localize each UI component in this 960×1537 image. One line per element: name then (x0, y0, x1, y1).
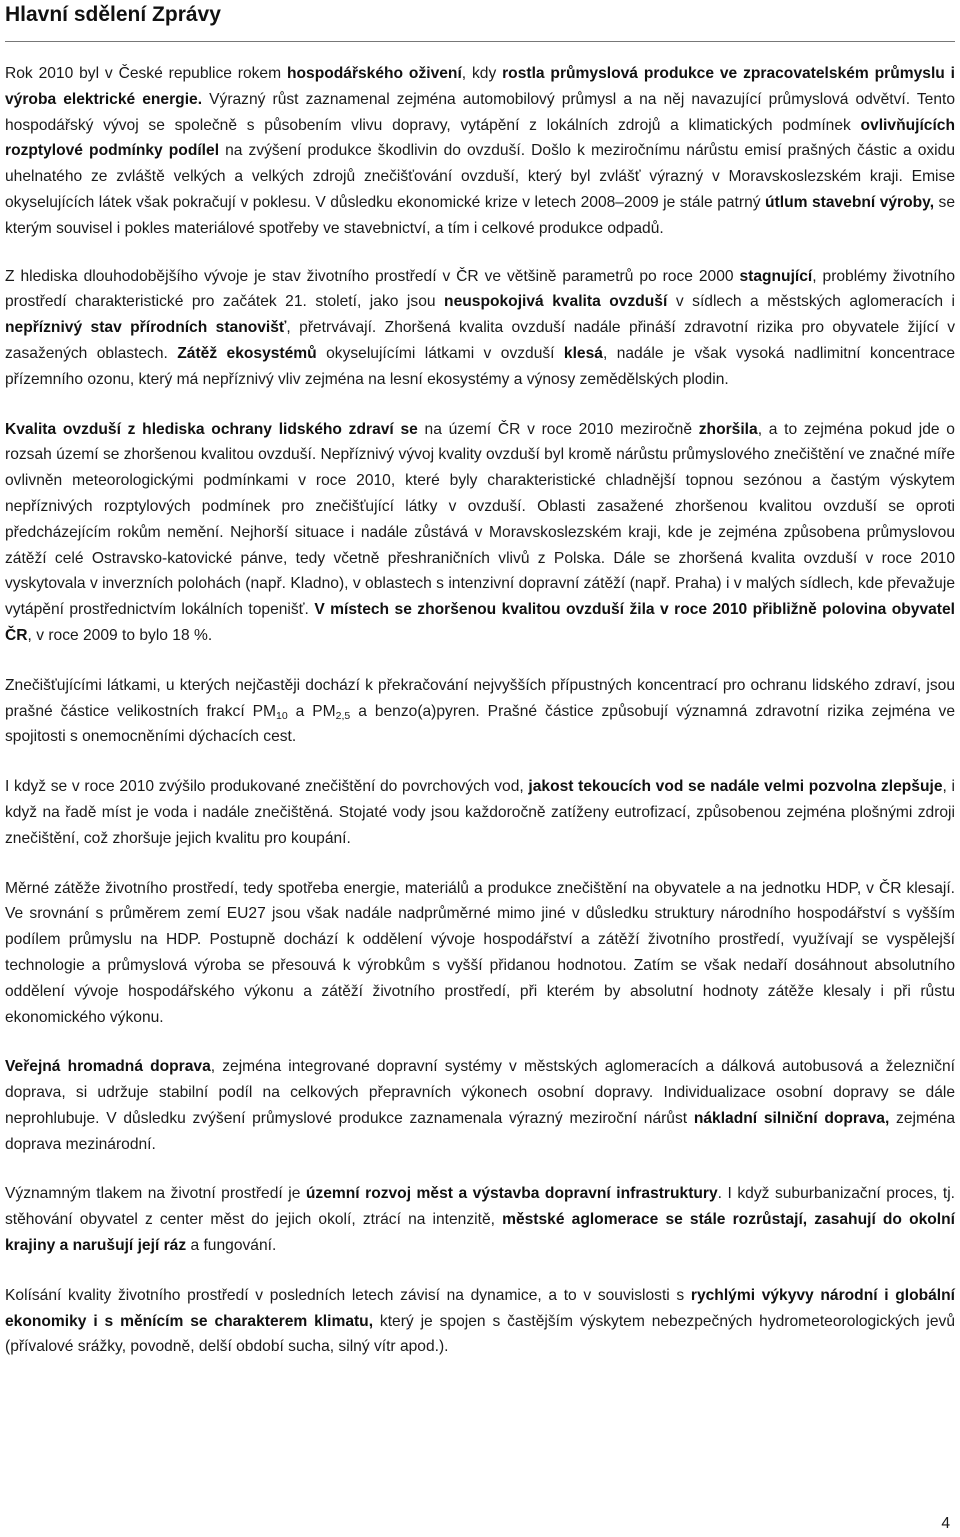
document-page (5, 0, 955, 1537)
body-text: zejména doprava mezinárodní. (5, 1109, 955, 1153)
body-text: , v roce 2009 to bylo 18 %. (27, 626, 213, 644)
heading-divider (5, 41, 955, 42)
body-text: se kterým souvisel i pokles materiálové spotřeby ve stavebnictví, a tím i celkové produkce odpadů. (5, 193, 955, 237)
emphasis-text: městské aglomerace se stále rozrůstají, zasahují do okolní krajiny a narušují její ráz (5, 1211, 955, 1255)
body-text: , nadále je však vysoká nadlimitní koncentrace přízemního ozonu, který má nepříznivý vliv zejména na lesní ekosystémy a výnosy zemědělských plodin. (5, 344, 955, 388)
body-text: a PM (287, 702, 336, 720)
page-number: 4 (941, 1515, 950, 1532)
body-text: okyselujícími látkami v ovzduší (316, 344, 564, 362)
body-text: , a to zejména pokud jde o rozsah území se zhoršenou kvalitou ovzduší. Nepříznivý vývoj kvality ovzduší byl kromě nárůstu průmyslového znečištění ve značné míře ovlivněn meteorologickými podmínkami v roce 2010, které byly charakteristické chladnější topnou sezónou a častým výskytem nepříznivých rozptylových podmínek pro znečišťující látky v ovzduší. Oblasti zasažené zhoršenou kvalitou ovzduší se oproti předcházejícím rokům nemění. Nejhorší situace i nadále zůstává v Moravskoslezském kraji, kde je zejména způsobena průmyslovou zátěží celé Ostravsko-katovické pánve, tedy včetně přeshraničních vlivů z Polska. Dále se zhoršená kvalita ovzduší v roce 2010 vyskytovala v inverzních polohách (např. Kladno), v oblastech s intenzivní dopravní zátěží (např. Praha) i v malých sídlech, kde převažuje vytápění prostřednictvím lokálních topenišť. (5, 420, 955, 619)
body-text: v sídlech a městských aglomeracích i (667, 293, 955, 311)
body-text: a fungování. (186, 1237, 277, 1255)
emphasis-text: hospodářského oživení (286, 65, 462, 82)
emphasis-text: nepříznivý stav přírodních stanovišť (5, 319, 287, 337)
body-text: , kdy (461, 65, 503, 82)
subscript-text: 2,5 (335, 709, 351, 722)
paragraph-pollutants (5, 673, 955, 750)
body-text: Z hlediska dlouhodobějšího vývoje je stav životního prostředí v ČR ve většině parametrů po roce 2000 (5, 267, 740, 285)
body-text: Znečišťujícími látkami, u kterých nejčastěji dochází k překračování nejvyšších přípustných koncentrací pro ochranu lidského zdraví, jsou prašné částice velikostních frakcí PM (5, 676, 955, 720)
body-text: na území ČR v roce 2010 meziročně (417, 420, 699, 438)
emphasis-text: rostla průmyslová produkce ve zpracovatelském průmyslu i výroba elektrické energie. (5, 65, 955, 108)
paragraph-water-quality (5, 774, 955, 851)
body-text: I když se v roce 2010 zvýšilo produkované znečištění do povrchových vod, (5, 778, 529, 796)
body-text: Významným tlakem na životní prostředí je (5, 1185, 306, 1203)
emphasis-text: V místech se zhoršenou kvalitou ovzduší žila v roce 2010 přibližně polovina obyvatel ČR (5, 601, 955, 644)
emphasis-text: klesá (563, 344, 603, 362)
body-text: na zvýšení produkce škodlivin do ovzduší. Došlo k meziročnímu nárůstu emisí prašných částic a oxidu uhelnatého ze zvláště velkých a velkých zdrojů znečišťování ovzduší, který byl zvlášť výrazný v Moravskoslezském kraji. Emise okyselujících látek však pokračují v poklesu. V důsledku ekonomické krize v letech 2008–2009 je stále patrný (5, 142, 955, 211)
emphasis-text: Kvalita ovzduší z hlediska ochrany lidského zdraví se (5, 420, 418, 438)
body-text: Měrné zátěže životního prostředí, tedy spotřeba energie, materiálů a produkce znečištění na obyvatele a na jednotku HDP, v ČR klesají. Ve srovnání s průměrem zemí EU27 jsou však nadále nadprůměrné mimo jiné v důsledku struktury národního hospodářství s vyšším podílem průmyslu na HDP. Postupně dochází k oddělení vývoje hospodářství a zátěží životního prostředí, využívají se vyspělejší technologie a průmyslová výroba se přesouvá k výrobkům s vyšší přidanou hodnotou. Zatím se však nedaří dosáhnout absolutního oddělení vývoje hospodářského výkonu a zátěží životního prostředí, při kterém by absolutní hodnoty zátěže klesaly i při růstu ekonomického výkonu. (5, 879, 955, 1026)
paragraph-urban-development (5, 1181, 955, 1258)
emphasis-text: zhoršila (698, 420, 758, 438)
emphasis-text: ovlivňujících rozptylové podmínky podílel (5, 116, 955, 160)
body-text: který je spojen s častějším výskytem nebezpečných hydrometeorologických jevů (přívalové srážky, povodně, delší období sucha, silný vítr apod.). (5, 1312, 955, 1356)
subscript-text: 10 (276, 709, 288, 722)
body-text: Kolísání kvality životního prostředí v posledních letech závisí na dynamice, a to v souvislosti s (5, 1286, 691, 1304)
body-text: . I když suburbanizační proces, tj. stěhování obyvatel z center měst do jejich okolí, ztrácí na intenzitě, (5, 1185, 955, 1229)
body-text: Výrazný růst zaznamenal zejména automobilový průmysl a na něj navazující průmyslová odvětví. Tento hospodářský vývoj se společně s působením vlivu dopravy, vytápění z lokálních zdrojů a klimatických podmínek (5, 90, 955, 134)
body-text: , problémy životního prostředí charakteristické pro začátek 21. století, jako jsou (5, 267, 955, 311)
emphasis-text: nákladní silniční doprava, (693, 1109, 890, 1127)
emphasis-text: útlum stavební výroby, (765, 193, 935, 211)
paragraph-economy (5, 61, 955, 242)
body-text: , zejména integrované dopravní systémy v městských aglomeracích a dálková autobusová a železniční doprava, si udržuje stabilní podíl na celkových přepravních výkonech osobní dopravy. Individualizace osobní dopravy se dále neprohlubuje. V důsledku zvýšení průmyslové produkce zaznamenala výrazný meziroční nárůst (5, 1058, 955, 1127)
emphasis-text: rychlými výkyvy národní i globální ekonomiky i s měnícím se charakterem klimatu, (5, 1286, 955, 1330)
body-text: , přetrvávají. Zhoršená kvalita ovzduší nadále přináší zdravotní rizika pro obyvatele žijící v zasažených oblastech. (5, 319, 955, 362)
body-text: Rok 2010 byl v České republice rokem (5, 65, 287, 82)
paragraph-transport (5, 1054, 955, 1157)
body-text: , i když na řadě míst je voda i nadále znečištěná. Stojaté vody jsou každoročně zatíženy eutrofizací, způsobenou zejména plošnými zdroji znečištění, což zhoršuje jejich kvalitu pro koupání. (5, 778, 955, 847)
paragraph-air-quality (5, 417, 955, 649)
emphasis-text: Zátěž ekosystémů (177, 344, 317, 362)
paragraph-environment-state (5, 264, 955, 393)
emphasis-text: Veřejná hromadná doprava (5, 1058, 211, 1076)
page-title: Hlavní sdělení Zprávy (5, 3, 221, 26)
emphasis-text: neuspokojivá kvalita ovzduší (444, 293, 668, 311)
emphasis-text: jakost tekoucích vod se nadále velmi pozvolna zlepšuje (528, 778, 943, 796)
emphasis-text: stagnující (739, 267, 813, 285)
emphasis-text: územní rozvoj měst a výstavba dopravní infrastruktury (305, 1185, 718, 1203)
paragraph-climate-economy (5, 1283, 955, 1360)
body-text: a benzo(a)pyren. Prašné částice způsobují významná zdravotní rizika zejména ve spojitosti s onemocněními dýchacích cest. (5, 702, 956, 746)
paragraph-specific-loads (5, 876, 955, 1031)
